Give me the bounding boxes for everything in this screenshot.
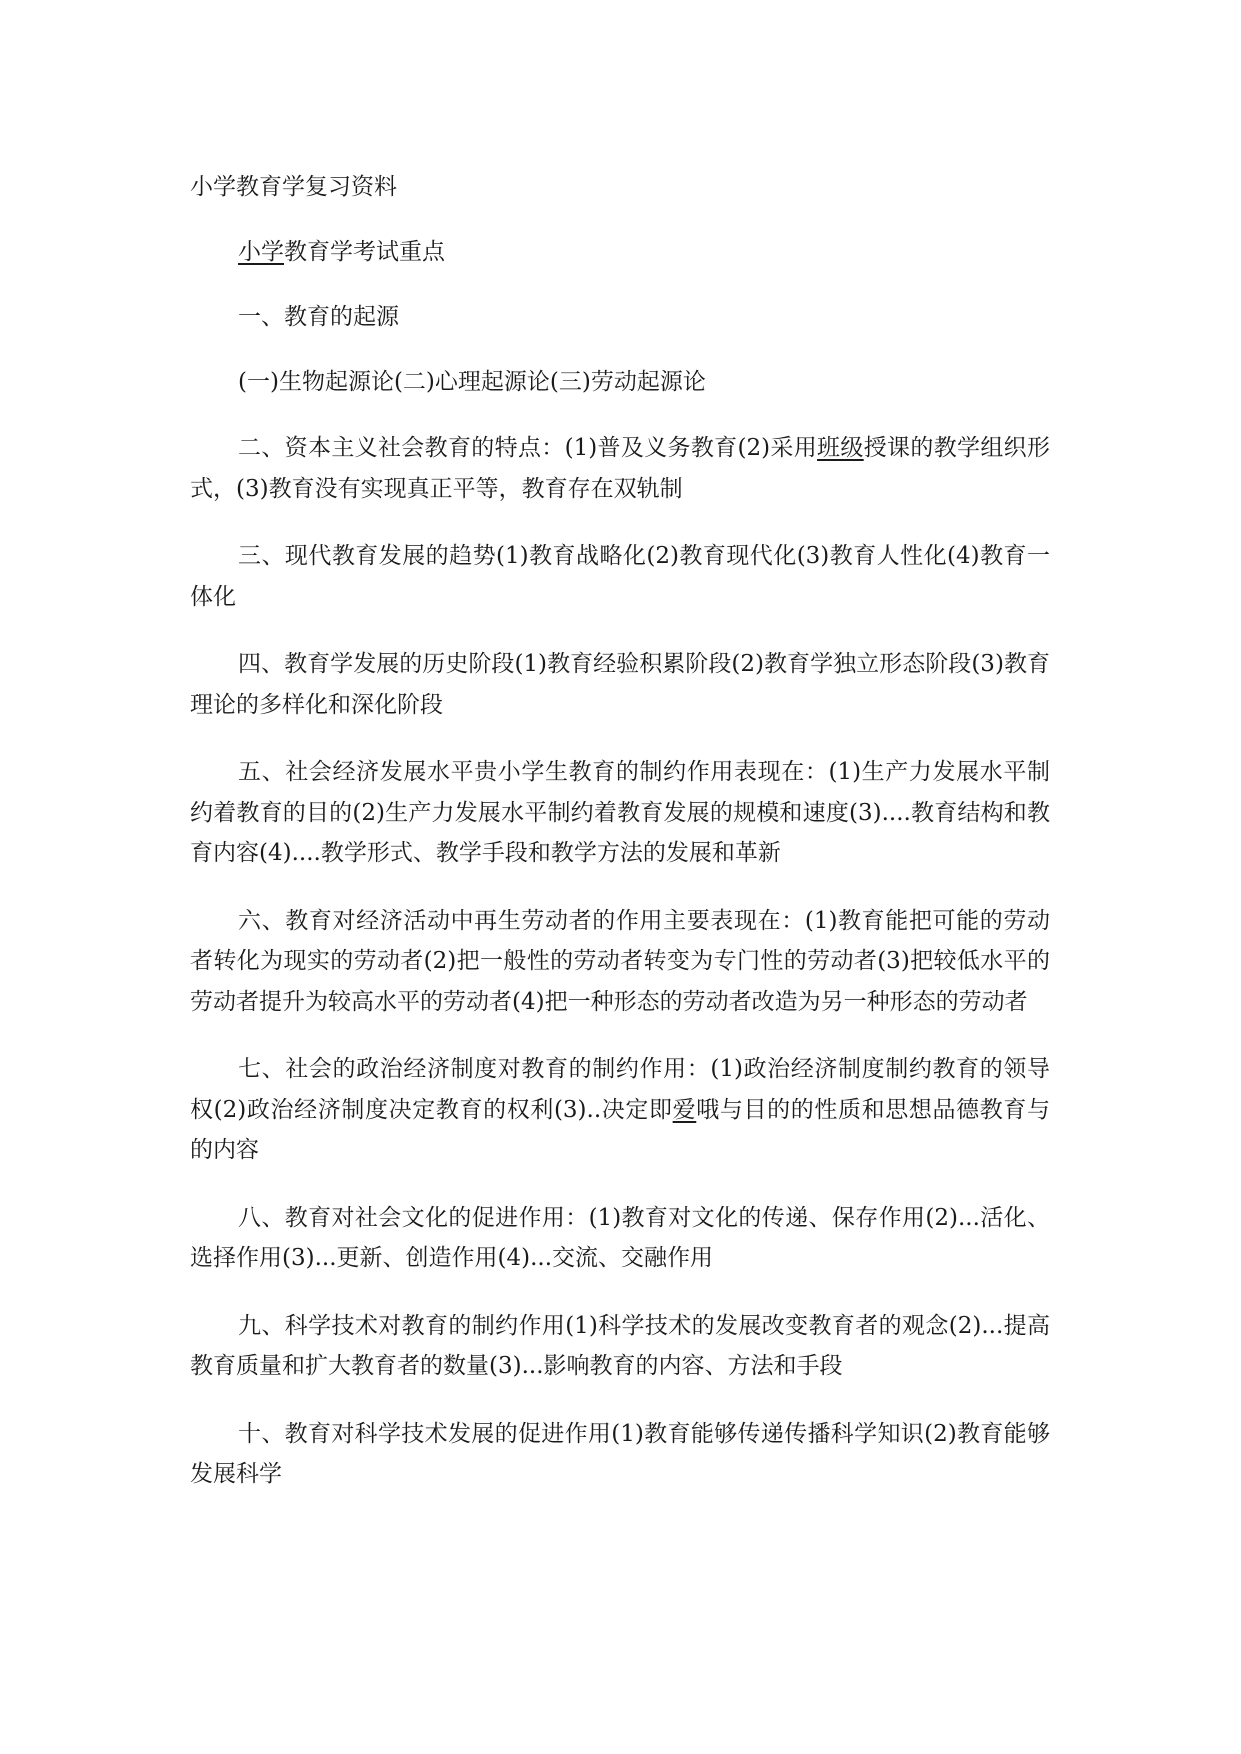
document-title: 小学教育学复习资料 — [190, 174, 397, 200]
section-9-technology-constraints: 九、科学技术对教育的制约作用(1)科学技术的发展改变教育者的观念(2)...提高教育质量和扩大教育者的数量(3)...影响教育的内容、方法和手段 — [190, 1312, 1050, 1379]
section-1-heading: 一、教育的起源 — [238, 304, 399, 330]
section-2-capitalist-education — [190, 428, 1050, 509]
section-4-history-stages: 四、教育学发展的历史阶段(1)教育经验积累阶段(2)教育学独立形态阶段(3)教育理论的多样化和深化阶段 — [190, 651, 1050, 718]
subtitle-underlined-text: 小学 — [238, 239, 284, 265]
section-5-economic-constraints: 五、社会经济发展水平贵小学生教育的制约作用表现在：(1)生产力发展水平制约着教育的目的(2)生产力发展水平制约着教育发展的规模和速度(3)....教育结构和教育内容(4)....教学形式、教学手段和教学方法的发展和革新 — [190, 759, 1050, 866]
section-3-modern-trends: 三、现代教育发展的趋势(1)教育战略化(2)教育现代化(3)教育人性化(4)教育一体化 — [190, 543, 1050, 610]
section-7-text-after: 哦与目的的性质和思想品德教育与的内容 — [190, 1096, 1051, 1163]
document-subtitle — [190, 233, 1050, 271]
section-2-text-after: 授课的教学组织形式，(3)教育没有实现真正平等，教育存在双轨制 — [190, 435, 1050, 502]
section-7-text-before: 七、社会的政治经济制度对教育的制约作用：(1)政治经济制度制约教育的领导权(2)政治经济制度决定教育的权利(3)..决定即 — [190, 1056, 1050, 1123]
section-10-technology-promotion: 十、教育对科学技术发展的促进作用(1)教育能够传递传播科学知识(2)教育能够发展科学 — [190, 1420, 1050, 1487]
section-2-text-before: 二、资本主义社会教育的特点：(1)普及义务教育(2)采用 — [238, 435, 818, 461]
subtitle-text: 教育学考试重点 — [284, 239, 445, 265]
section-7-political-system — [190, 1049, 1050, 1171]
section-8-culture-promotion: 八、教育对社会文化的促进作用：(1)教育对文化的传递、保存作用(2)...活化、选择作用(3)...更新、创造作用(4)...交流、交融作用 — [190, 1204, 1050, 1271]
section-6-workforce-role: 六、教育对经济活动中再生劳动者的作用主要表现在：(1)教育能把可能的劳动者转化为现实的劳动者(2)把一般性的劳动者转变为专门性的劳动者(3)把较低水平的劳动者提升为较高水平的劳动者(4)把一种形态的劳动者改造为另一种形态的劳动者 — [190, 907, 1050, 1015]
section-1-origin-theories: (一)生物起源论(二)心理起源论(三)劳动起源论 — [238, 369, 706, 395]
document-page — [190, 168, 1050, 1522]
section-2-underlined-text: 班级 — [817, 435, 864, 461]
section-7-underlined-text: 爱 — [672, 1096, 697, 1123]
